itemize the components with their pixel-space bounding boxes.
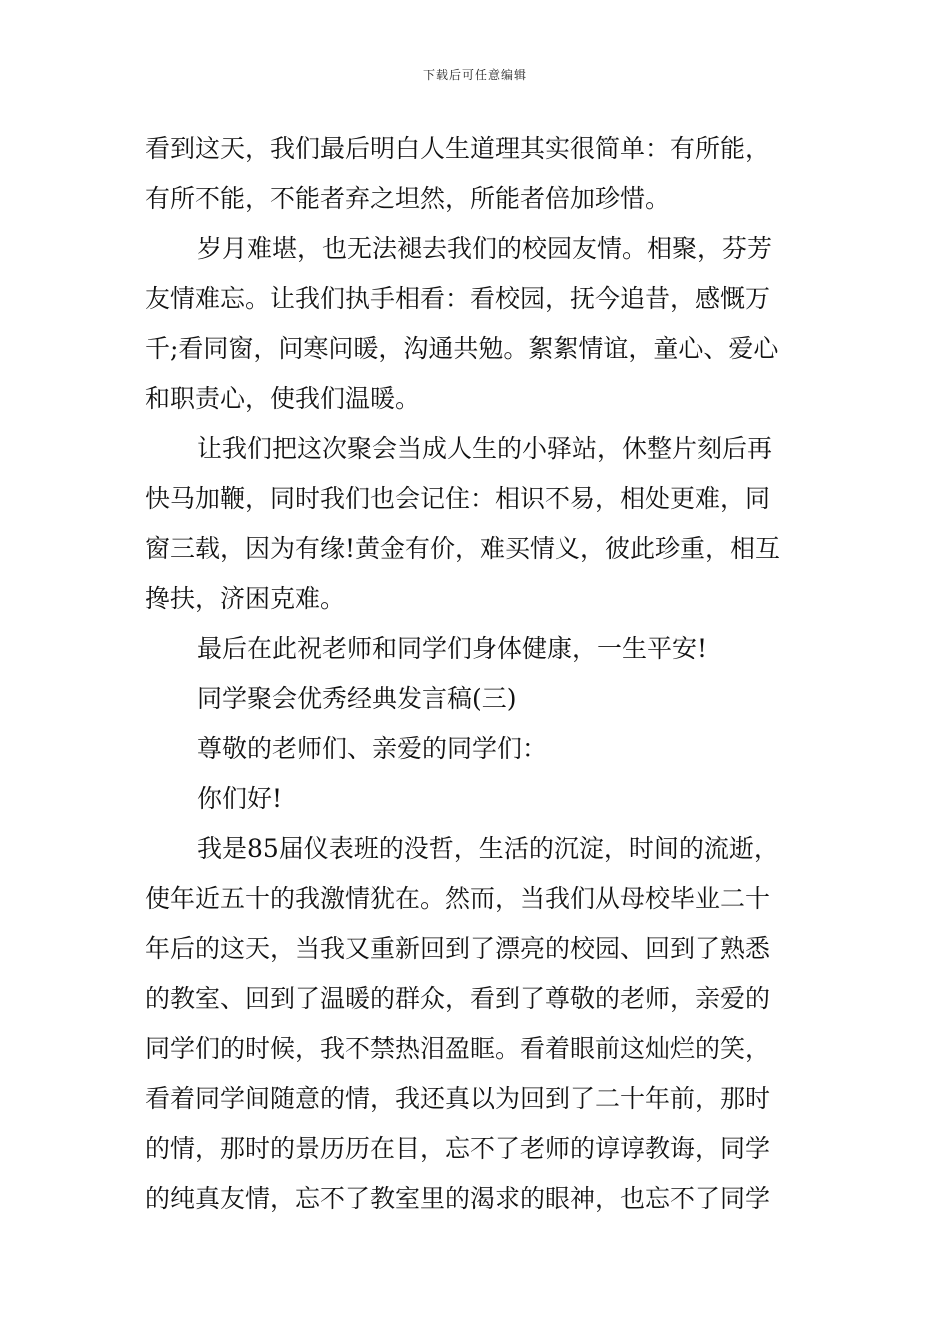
salutation: 尊敬的老师们、亲爱的同学们： [197, 734, 548, 763]
text-line: 的情，那时的景历历在目，忘不了老师的谆谆教诲，同学 [145, 1134, 771, 1163]
page-header: 下载后可任意编辑 [422, 68, 527, 82]
text-line: 我是85届仪表班的没哲，生活的沉淀，时间的流逝， [197, 834, 779, 863]
text-line: 千;看同窗，问寒问暖，沟通共勉。絮絮情谊，童心、爱心 [145, 334, 779, 363]
text-line: 的纯真友情，忘不了教室里的渴求的眼神，也忘不了同学 [145, 1184, 771, 1213]
text-line: 最后在此祝老师和同学们身体健康，一生平安! [197, 634, 708, 663]
text-line: 快马加鞭，同时我们也会记住：相识不易，相处更难，同 [145, 484, 771, 513]
section-heading: 同学聚会优秀经典发言稿(三) [197, 684, 517, 713]
text-line: 的教室、回到了温暖的群众，看到了尊敬的老师，亲爱的 [145, 984, 771, 1013]
text-line: 使年近五十的我激情犹在。然而，当我们从母校毕业二十 [145, 884, 771, 913]
text-line: 岁月难堪，也无法褪去我们的校园友情。相聚，芬芳 [197, 234, 773, 263]
text-line: 搀扶，济困克难。 [145, 584, 346, 613]
text-line: 看到这天，我们最后明白人生道理其实很简单：有所能， [145, 134, 771, 163]
text-line: 窗三载，因为有缘!黄金有价，难买情义，彼此珍重，相互 [145, 534, 781, 563]
text-line: 年后的这天，当我又重新回到了漂亮的校园、回到了熟悉 [145, 934, 771, 963]
text-line: 和职责心，使我们温暖。 [145, 384, 421, 413]
text-line: 有所不能，不能者弃之坦然，所能者倍加珍惜。 [145, 184, 671, 213]
greeting: 你们好! [197, 784, 283, 813]
text-line: 看着同学间随意的情，我还真以为回到了二十年前，那时 [145, 1084, 771, 1113]
text-line: 友情难忘。让我们执手相看：看校园，抚今追昔，感慨万 [145, 284, 771, 313]
text-line: 让我们把这次聚会当成人生的小驿站，休整片刻后再 [197, 434, 773, 463]
text-line: 同学们的时候，我不禁热泪盈眶。看着眼前这灿烂的笑， [145, 1034, 771, 1063]
document-body [145, 124, 807, 1224]
